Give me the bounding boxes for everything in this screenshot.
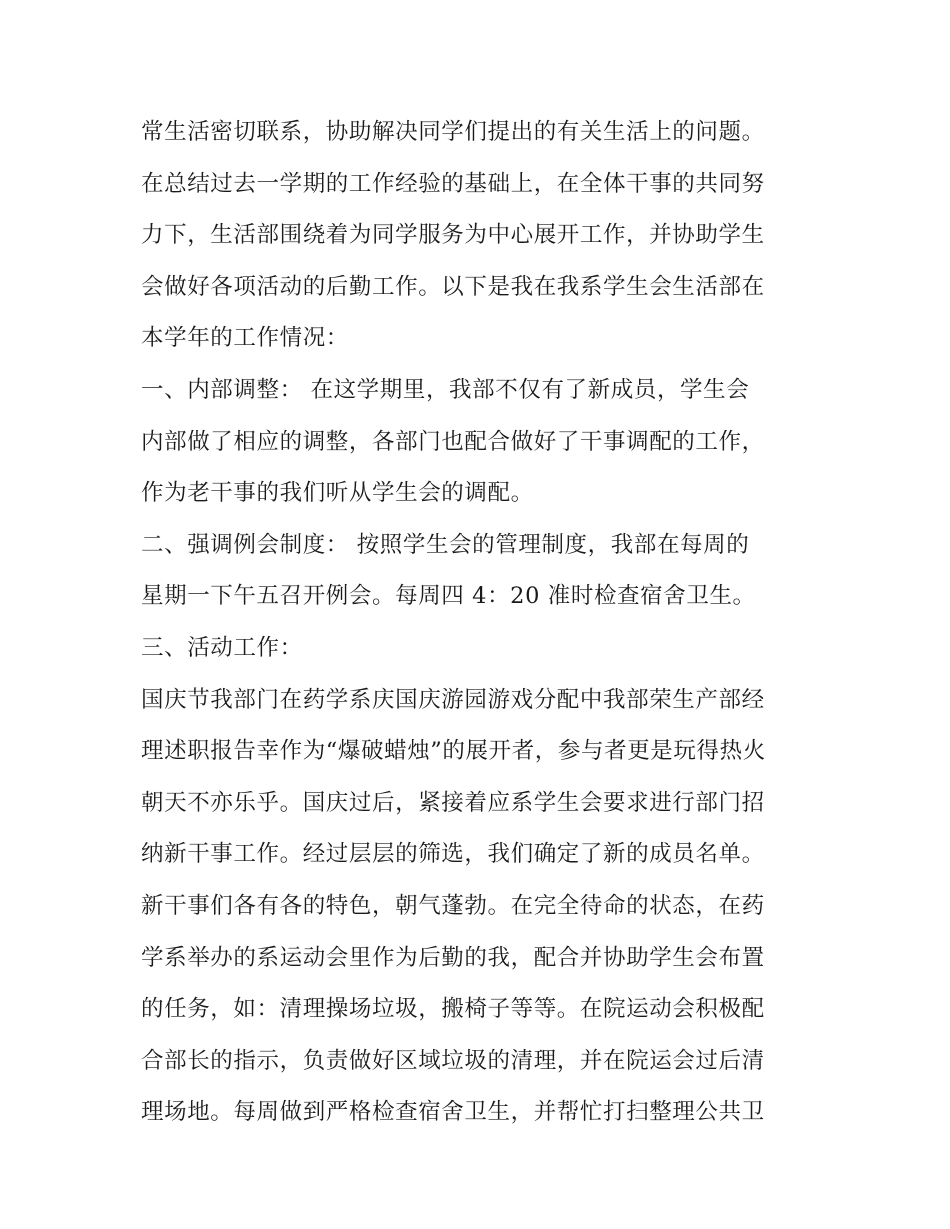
section-heading-meeting-system: 二、强调例会制度： 按照学生会的管理制度，我部在每周的 xyxy=(141,531,750,558)
text-line: 作为老干事的我们听从学生会的调配。 xyxy=(141,480,534,507)
body-text xyxy=(141,107,821,1139)
text-line: 理述职报告幸作为“爆破蜡烛”的展开者，参与者更是玩得热火 xyxy=(141,738,766,765)
text-line: 朝天不亦乐乎。国庆过后，紧接着应系学生会要求进行部门招 xyxy=(141,789,765,816)
text-line: 新干事们各有各的特色，朝气蓬勃。在完全待命的状态，在药 xyxy=(141,892,765,919)
text-line: 理场地。每周做到严格检查宿舍卫生，并帮忙打扫整理公共卫 xyxy=(141,1099,765,1126)
text-line: 学系举办的系运动会里作为后勤的我，配合并协助学生会布置 xyxy=(141,944,765,971)
text-line: 力下，生活部围绕着为同学服务为中心展开工作，并协助学生 xyxy=(141,222,765,249)
text-line: 纳新干事工作。经过层层的筛选，我们确定了新的成员名单。 xyxy=(141,841,765,868)
section-heading-activity-work: 三、活动工作： xyxy=(141,634,303,661)
text-line: 合部长的指示，负责做好区域垃圾的清理，并在院运会过后清 xyxy=(141,1047,765,1074)
text-line: 的任务，如：清理操场垃圾，搬椅子等等。在院运动会积极配 xyxy=(141,996,765,1023)
text-line: 常生活密切联系，协助解决同学们提出的有关生活上的问题。 xyxy=(141,119,765,145)
text-line: 国庆节我部门在药学系庆国庆游园游戏分配中我部荣生产部经 xyxy=(141,686,765,713)
text-line: 会做好各项活动的后勤工作。以下是我在我系学生会生活部在 xyxy=(141,273,765,300)
text-line: 星期一下午五召开例会。每周四 4：20 准时检查宿舍卫生。 xyxy=(141,583,756,610)
section-heading-internal-adjustment: 一、内部调整： 在这学期里，我部不仅有了新成员，学生会 xyxy=(141,376,750,403)
text-line: 内部做了相应的调整，各部门也配合做好了干事调配的工作， xyxy=(141,428,765,455)
text-line: 在总结过去一学期的工作经验的基础上，在全体干事的共同努 xyxy=(141,170,765,197)
text-line: 本学年的工作情况： xyxy=(141,325,349,352)
